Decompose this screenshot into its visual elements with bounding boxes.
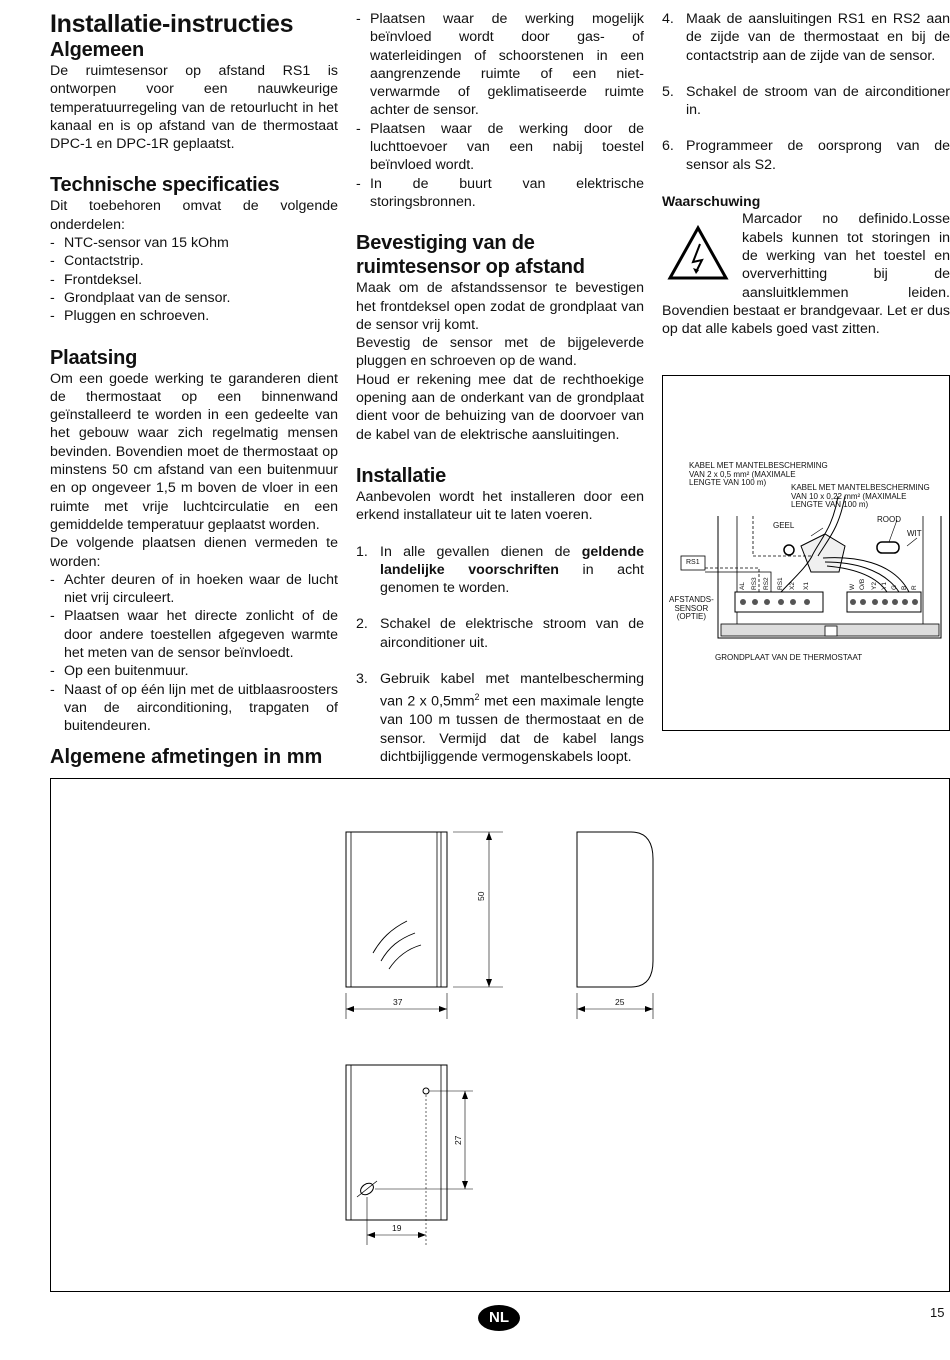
step-6 bbox=[662, 137, 950, 174]
cable-label-2x05: KABEL MET MANTELBESCHERMING VAN 2 x 0,5 mm² (MAXIMALE LENGTE VAN 100 m) bbox=[689, 461, 828, 488]
wire-label-wit: WIT bbox=[907, 529, 922, 538]
rs1-label: RS1 bbox=[686, 559, 700, 566]
list-item: - Grondplaat van de sensor. bbox=[50, 289, 338, 307]
terminal-label: Y2 bbox=[871, 582, 878, 590]
step-5 bbox=[662, 83, 950, 120]
terminal-label: RS1 bbox=[777, 577, 784, 590]
step-2 bbox=[356, 615, 644, 652]
dim-label-depth: 25 bbox=[615, 997, 625, 1007]
terminal-label: RS2 bbox=[763, 577, 770, 590]
wire-label-rood: ROOD bbox=[877, 515, 901, 524]
column-2 bbox=[356, 10, 644, 784]
step-text: In alle gevallen dienen de bbox=[380, 543, 582, 560]
dim-label-hole-horizontal: 19 bbox=[392, 1223, 402, 1233]
installatie-intro: Aanbevolen wordt het installeren door een erkend installateur uit te laten voeren. bbox=[356, 488, 644, 524]
wiring-diagram-drawing bbox=[663, 376, 950, 732]
step-text: Schakel de elektrische stroom van de airconditioner uit. bbox=[380, 616, 644, 651]
dimensions-drawing bbox=[50, 778, 950, 1292]
plaatsing-list-continued bbox=[356, 10, 644, 211]
heading-plaatsing: Plaatsing bbox=[50, 346, 138, 369]
plaatsing-list bbox=[50, 571, 338, 736]
step-text: Gebruik kabel met mantelbescherming van 2 x 0,5mm bbox=[380, 671, 644, 711]
terminal-label: G bbox=[891, 584, 898, 590]
dimensions-heading: Algemene afmetingen in mm bbox=[50, 746, 323, 768]
terminal-label: RS3 bbox=[751, 577, 758, 590]
bevestiging-p2: Bevestig de sensor met de bijgeleverde pluggen en schroeven op de wand. bbox=[356, 335, 644, 370]
tech-intro: Dit toebehoren omvat de volgende onderdelen: bbox=[50, 198, 338, 233]
installatie-steps bbox=[356, 543, 644, 767]
warning-block bbox=[662, 210, 950, 338]
list-item: - Achter deuren of in hoeken waar de lucht niet vrij circuleert. bbox=[50, 571, 338, 608]
list-item: - Pluggen en schroeven. bbox=[50, 307, 338, 325]
list-item: - Naast of op één lijn met de uitblaasroosters van de airconditioning, trapgaten of buitendeuren. bbox=[50, 681, 338, 736]
step-number: 5. bbox=[662, 83, 674, 100]
terminal-label: X1 bbox=[803, 582, 810, 590]
dimensions-svg bbox=[51, 779, 950, 1293]
list-item: - In de buurt van elektrische storingsbronnen. bbox=[356, 175, 644, 212]
terminal-label: W bbox=[849, 583, 856, 590]
list-item: - Frontdeksel. bbox=[50, 271, 338, 289]
installatie-steps-continued bbox=[662, 10, 950, 174]
step-number: 2. bbox=[356, 616, 368, 633]
dim-label-height: 50 bbox=[476, 891, 486, 901]
algemeen-text: De ruimtesensor op afstand RS1 is ontworpen voor een nauwkeurige temperatuurregeling van de retourlucht in het kanaal en is op afstand van de thermostaat DPC-1 en DPC-1R geplaatst. bbox=[50, 63, 338, 153]
bevestiging-p1: Maak om de afstandssensor te bevestigen het frontdeksel open zodat de grondplaat van de sensor vrij komt. bbox=[356, 280, 644, 333]
high-voltage-warning-icon bbox=[662, 220, 742, 286]
step-number: 3. bbox=[356, 671, 368, 688]
dim-label-hole-vertical: 27 bbox=[453, 1135, 463, 1145]
terminal-label: R bbox=[911, 585, 918, 590]
step-4 bbox=[662, 10, 950, 65]
heading-installatie: Installatie bbox=[356, 464, 447, 487]
list-item: - Contactstrip. bbox=[50, 252, 338, 270]
grondplaat-label: GRONDPLAAT VAN DE THERMOSTAAT bbox=[715, 653, 863, 662]
wiring-diagram bbox=[662, 375, 950, 731]
step-text: Programmeer de oorsprong van de sensor als S2. bbox=[686, 138, 950, 173]
column-1 bbox=[50, 10, 338, 736]
afstandssensor-label: AFSTANDS- SENSOR (OPTIE) bbox=[669, 595, 714, 622]
list-item: - Plaatsen waar de werking door de luchttoevoer van een nabij toestel beïnvloed wordt. bbox=[356, 120, 644, 175]
column-3 bbox=[662, 10, 950, 338]
step-text: in acht genomen te worden. bbox=[380, 561, 645, 597]
list-item: - NTC-sensor van 15 kOhm bbox=[50, 234, 338, 252]
step-text: Schakel de stroom van de airconditioner in. bbox=[686, 83, 950, 119]
superscript: 2 bbox=[474, 692, 480, 703]
step-3 bbox=[356, 670, 644, 766]
bevestiging-p3: Houd er rekening mee dat de rechthoekige opening aan de onderkant van de grondplaat dient voor de behuizing van de doorvoer van de kabel van de elektrische aansluitingen. bbox=[356, 371, 644, 443]
plaatsing-text: Om een goede werking te garanderen dient de thermostaat op een binnenwand geïnstalleerd te worden in een gedeelte van het gebouw waar zich regelmatig mensen bevinden. Bovendien moet de thermostaat op minstens 50 cm afstand van een buitenmuur en op ongeveer 1,5 m boven de vloer in een ruimte met vrije luchtcirculatie en een gemiddelde temperatuur geplaatst worden. bbox=[50, 370, 338, 533]
warning-text: Marcador no definido.Losse kabels kunnen tot storingen in de werking van het toestel en oververhitting bij de aansluitklemmen leiden. Bovendien bestaat er brandgevaar. Let er dus op dat alle kabels goed vast zitten. bbox=[662, 211, 950, 338]
terminal-label: Y1 bbox=[881, 582, 888, 590]
wire-label-geel: GEEL bbox=[773, 521, 795, 530]
terminal-label: O/B bbox=[859, 578, 866, 590]
step-text: Maak de aansluitingen RS1 en RS2 aan de zijde van de thermostaat en bij de contactstrip aan de zijde van de sensor. bbox=[686, 11, 950, 64]
step-number: 1. bbox=[356, 543, 368, 560]
terminal-label: X2 bbox=[789, 582, 796, 590]
page-number: 15 bbox=[930, 1305, 945, 1320]
step-text-bold: geldende landelijke voorschriften bbox=[380, 543, 644, 578]
language-badge: NL bbox=[478, 1305, 520, 1331]
step-number: 4. bbox=[662, 11, 674, 27]
page-title: Installatie-instructies bbox=[50, 10, 294, 38]
heading-algemeen: Algemeen bbox=[50, 39, 144, 61]
dim-label-width: 37 bbox=[393, 997, 403, 1007]
list-item: - Plaatsen waar de werking mogelijk beïnvloed wordt door gas- of waterleidingen of schoorstenen in een aangrenzende ruimte of een niet-verwarmde of geklimatiseerde ruimte achter de sensor. bbox=[356, 10, 644, 120]
plaatsing-intro: De volgende plaatsen dienen vermeden te worden: bbox=[50, 535, 338, 570]
step-text: met een maximale lengte van 100 m tussen de thermostaat en de sensor. Vermijd dat de kabel langs dichtbijliggende vermogenskabels loopt. bbox=[380, 694, 645, 765]
cable-label-10x022: KABEL MET MANTELBESCHERMING VAN 10 x 0,22 mm² (MAXIMALE LENGTE VAN 100 m) bbox=[791, 483, 930, 510]
tech-list bbox=[50, 234, 338, 325]
warning-title: Waarschuwing bbox=[662, 193, 761, 210]
heading-bevestiging: Bevestiging van de ruimtesensor op afstand bbox=[356, 232, 585, 279]
step-1 bbox=[356, 543, 644, 598]
list-item: - Op een buitenmuur. bbox=[50, 662, 338, 680]
list-item: - Plaatsen waar het directe zonlicht of de door andere toestellen afgegeven warmte het meten van de sensor beïnvloedt. bbox=[50, 607, 338, 662]
terminal-label: AL bbox=[739, 582, 746, 590]
heading-technische-specificaties: Technische specificaties bbox=[50, 174, 280, 197]
step-number: 6. bbox=[662, 138, 674, 155]
terminal-label: B bbox=[901, 585, 908, 590]
